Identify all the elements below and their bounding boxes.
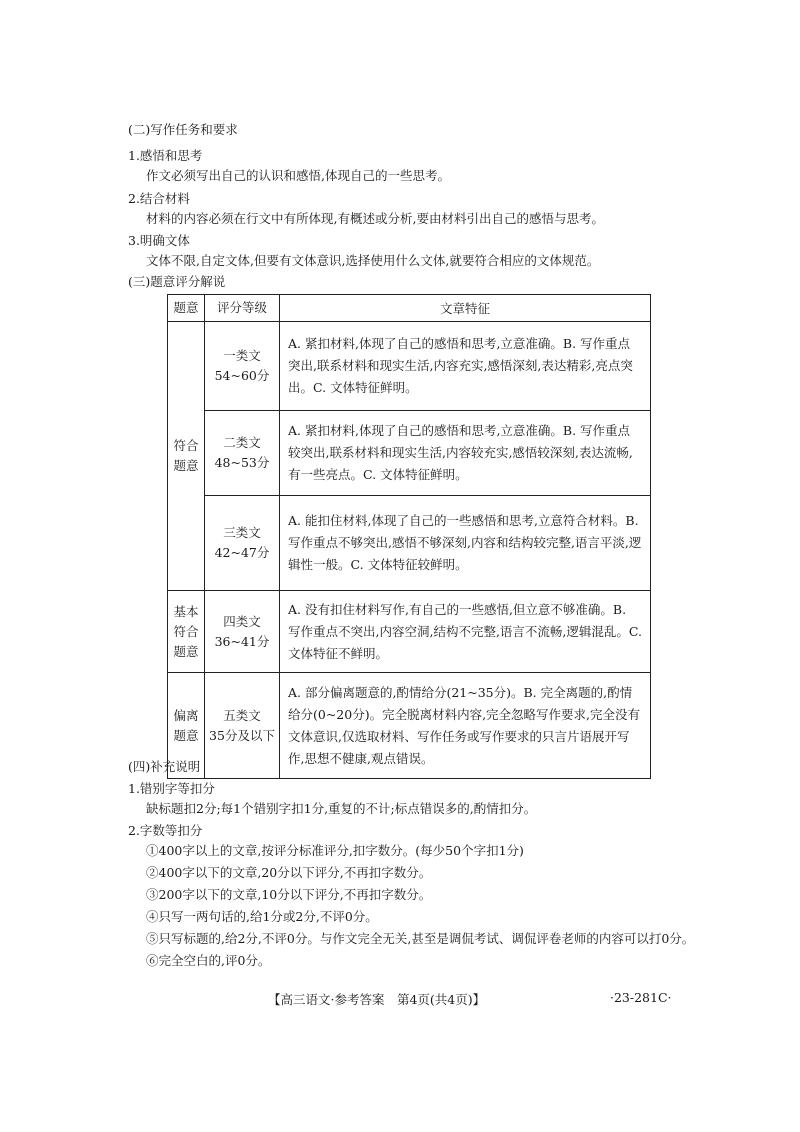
item-1-text: 作文必须写出自己的认识和感悟,体现自己的一些思考。 (146, 168, 450, 183)
grade-name: 四类文 (223, 613, 261, 629)
table-row (168, 496, 651, 591)
word-count-rule: ④只写一两句话的,给1分或2分,不评0分。 (146, 909, 378, 924)
word-count-rule: ②400字以下的文章,20分以下评分,不再扣字数分。 (146, 865, 432, 880)
grade-range: 36~41分 (214, 633, 270, 649)
grade-name: 三类文 (223, 525, 261, 540)
table-row (168, 411, 651, 496)
group-label-line: 基本 (173, 603, 199, 619)
group-label-cell (168, 591, 205, 673)
group-label-line: 题意 (173, 643, 199, 659)
table-row (168, 673, 651, 779)
item-3-text: 文体不限,自定文体,但要有文体意识,选择使用什么文体,就要符合相应的文体规范。 (146, 253, 600, 268)
grade-range: 48~53分 (214, 455, 270, 470)
grade-name: 二类文 (223, 435, 261, 450)
grade-cell (205, 673, 280, 779)
word-count-rule: ⑥完全空白的,评0分。 (146, 953, 271, 968)
sub-2-title: 2.字数等扣分 (128, 823, 203, 838)
grade-cell (205, 411, 280, 496)
grade-name: 五类文 (223, 707, 261, 723)
feature-cell: A. 部分偏离题意的,酌情给分(21~35分)。B. 完全离题的,酌情给分(0~20分)。完全脱离材料内容,完全忽略写作要求,完全没有文体意识,仅选取材料、写作任务或写作要求的只言片语展开写作,思想不健康,观点错误。 (280, 673, 651, 779)
grading-table (167, 294, 651, 779)
sub-1-text: 缺标题扣2分;每1个错别字扣1分,重复的不计;标点错误多的,酌情扣分。 (146, 801, 537, 816)
item-1-title: 1.感悟和思考 (128, 148, 203, 163)
item-3-title: 3.明确文体 (128, 233, 190, 248)
exam-code: ·23-281C· (610, 990, 672, 1005)
feature-cell: A. 紧扣材料,体现了自己的感悟和思考,立意准确。B. 写作重点较突出,联系材料和现实生活,内容较充实,感悟较深刻,表达流畅,有一些亮点。C. 文体特征鲜明。 (280, 411, 651, 496)
sub-1-title: 1.错别字等扣分 (128, 781, 215, 796)
item-2-title: 2.结合材料 (128, 191, 190, 206)
grade-cell (205, 496, 280, 591)
feature-cell: A. 紧扣材料,体现了自己的感悟和思考,立意准确。B. 写作重点突出,联系材料和现实生活,内容充实,感悟深刻,表达精彩,亮点突出。C. 文体特征鲜明。 (280, 322, 651, 411)
word-count-rule: ①400字以上的文章,按评分标准评分,扣字数分。(每少50个字扣1分) (146, 843, 524, 858)
page-footer: 【高三语文·参考答案 第4页(共4页)】 (268, 992, 486, 1007)
group-label-line: 符合 (173, 623, 199, 639)
section-3-heading: (三)题意评分解说 (128, 274, 226, 289)
word-count-rule: ③200字以下的文章,10分以下评分,不再扣字数分。 (146, 887, 432, 902)
header-cell-grade: 评分等级 (205, 295, 280, 322)
header-cell-meaning: 题意 (168, 295, 205, 322)
grade-range: 35分及以下 (209, 727, 275, 743)
group-label-cell (168, 322, 205, 591)
section-2-heading: (二)写作任务和要求 (128, 122, 238, 137)
group-label-line: 符合 (173, 438, 199, 453)
grade-cell (205, 591, 280, 673)
table-row (168, 322, 651, 411)
item-2-text: 材料的内容必须在行文中有所体现,有概述或分析,要由材料引出自己的感悟与思考。 (146, 211, 604, 226)
group-label-line: 偏离 (173, 707, 199, 723)
feature-cell: A. 没有扣住材料写作,有自己的一些感悟,但立意不够准确。B. 写作重点不突出,内容空洞,结构不完整,语言不流畅,逻辑混乱。C. 文体特征不鲜明。 (280, 591, 651, 673)
group-label-line: 题意 (173, 727, 199, 743)
group-label-line: 题意 (173, 458, 199, 473)
table-header-row (168, 295, 651, 322)
feature-cell: A. 能扣住材料,体现了自己的一些感悟和思考,立意符合材料。B. 写作重点不够突出,感悟不够深刻,内容和结构较完整,语言平淡,逻辑性一般。C. 文体特征较鲜明。 (280, 496, 651, 591)
word-count-rule: ⑤只写标题的,给2分,不评0分。与作文完全无关,甚至是调侃考试、调侃评卷老师的内容可以打0分。 (146, 931, 695, 946)
header-cell-features: 文章特征 (280, 295, 651, 322)
section-4-heading: (四)补充说明 (128, 759, 201, 774)
grade-name: 一类文 (223, 348, 261, 363)
grade-cell (205, 322, 280, 411)
table-row (168, 591, 651, 673)
grade-range: 42~47分 (214, 545, 270, 560)
grade-range: 54~60分 (214, 368, 270, 383)
